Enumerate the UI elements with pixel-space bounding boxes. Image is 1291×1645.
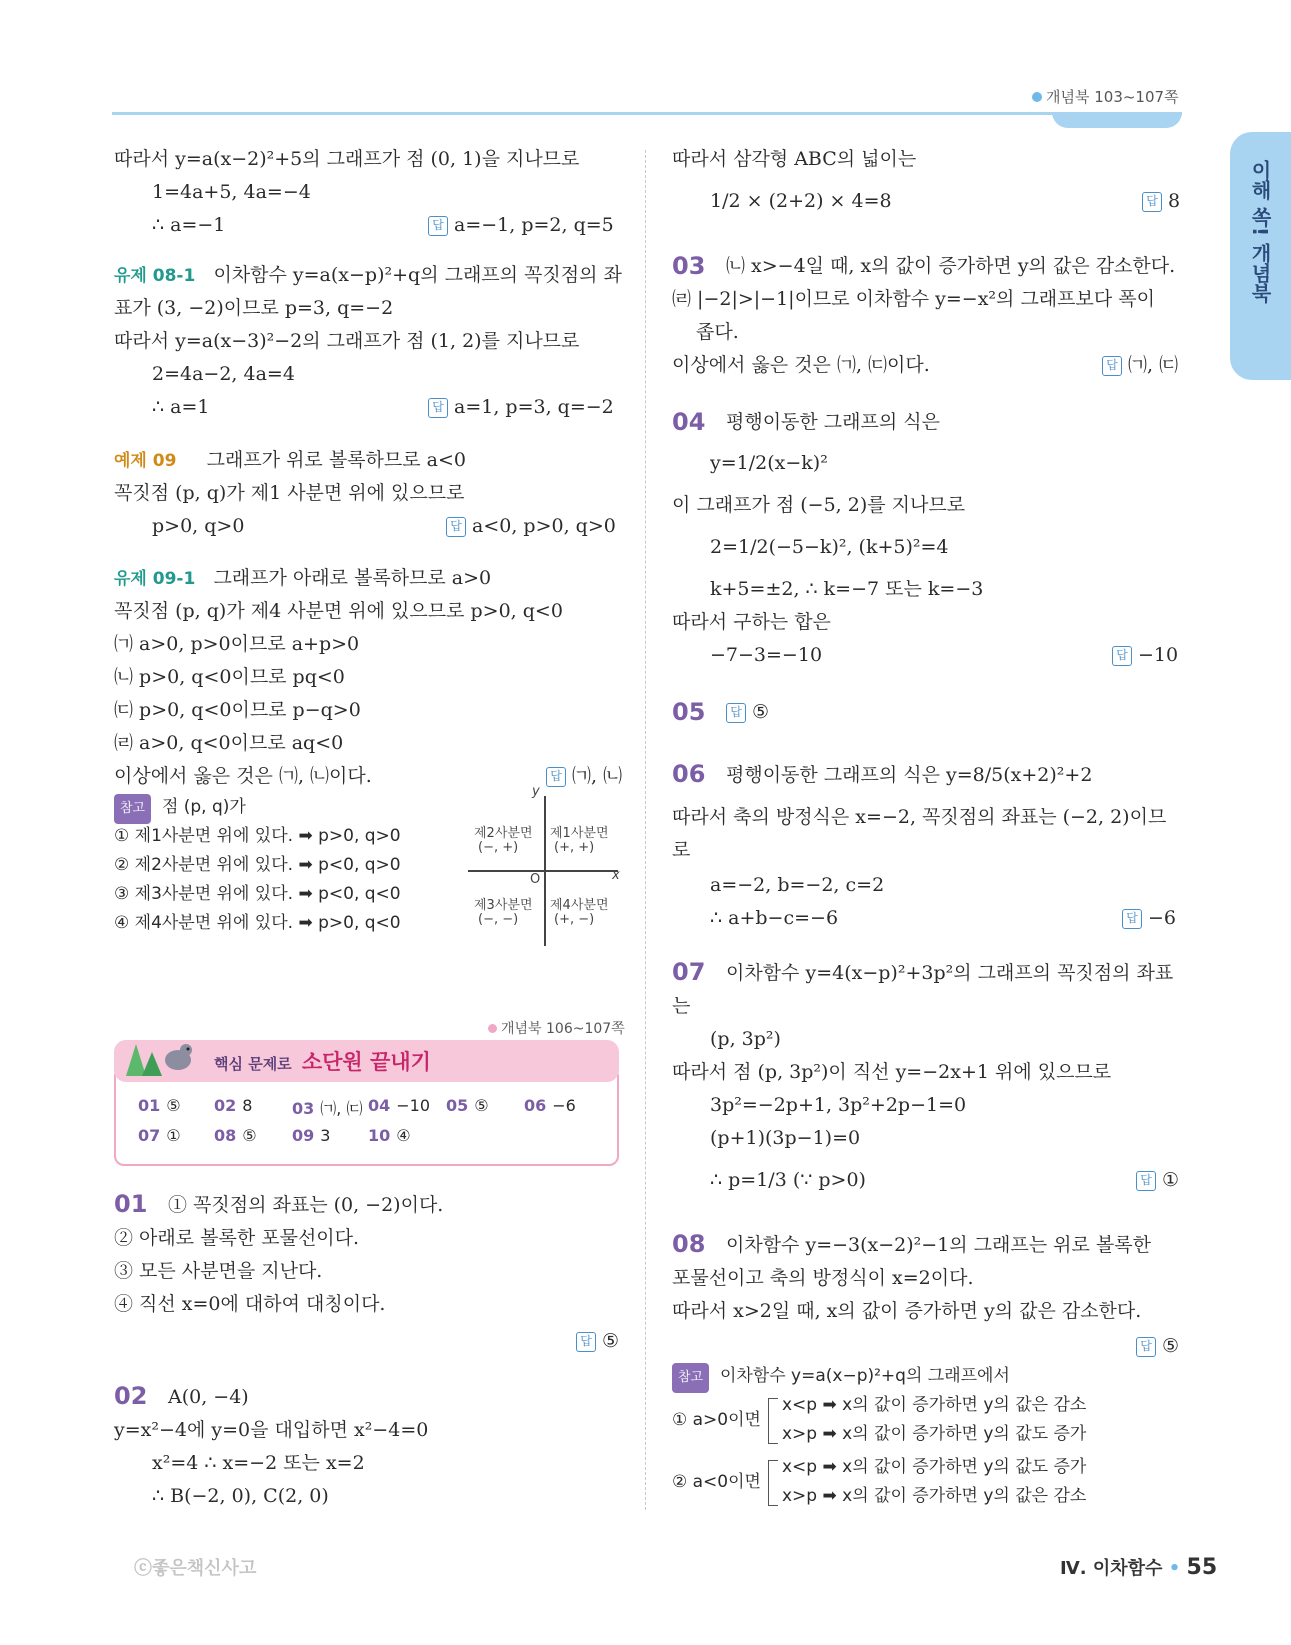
answer-mark-icon: 답 bbox=[546, 767, 566, 787]
answer-cell bbox=[214, 1096, 252, 1115]
bullet-dot-icon: • bbox=[1168, 1558, 1181, 1579]
text-line: 이상에서 옳은 것은 ㈀, ㈂이다. bbox=[672, 354, 930, 376]
answer-mark-icon: 답 bbox=[1112, 646, 1132, 666]
publisher-logo: ⓒ좋은책신사고 bbox=[134, 1558, 257, 1579]
text-line: 1/2 × (2+2) × 4=8 bbox=[710, 190, 892, 212]
answer-cell-number: 02 bbox=[214, 1096, 237, 1115]
text-line: ㈃ a>0, q<0이므로 aq<0 bbox=[114, 732, 344, 754]
answer-mark-icon: 답 bbox=[1142, 192, 1162, 212]
text-line: 평행이동한 그래프의 식은 bbox=[726, 411, 940, 433]
text-line: 좁다. bbox=[696, 321, 739, 343]
answer-cell bbox=[138, 1096, 181, 1115]
answer-cell-value: ⑤ bbox=[166, 1096, 181, 1115]
bullet-dot-icon bbox=[488, 1024, 497, 1033]
answer-cell bbox=[292, 1126, 330, 1145]
text-line: 따라서 삼각형 ABC의 넓이는 bbox=[672, 148, 917, 170]
answer-cell-number: 05 bbox=[446, 1096, 469, 1115]
problem-number: 01 bbox=[114, 1190, 148, 1218]
note-line: x<p ➡ x의 값이 증가하면 y의 값도 증가 bbox=[782, 1457, 1087, 1477]
text-line: 이차함수 y=−3(x−2)²−1의 그래프는 위로 볼록한 bbox=[726, 1234, 1151, 1256]
text-line: a=−2, b=−2, c=2 bbox=[710, 874, 885, 896]
answer-cell-number: 08 bbox=[214, 1126, 237, 1145]
answer-mark-icon: 답 bbox=[1102, 356, 1122, 376]
text-line: 따라서 y=a(x−2)²+5의 그래프가 점 (0, 1)을 지나므로 bbox=[114, 148, 580, 170]
note-badge: 참고 bbox=[672, 1363, 709, 1393]
problem-number: 03 bbox=[672, 252, 706, 280]
text-line: y=x²−4에 y=0을 대입하면 x²−4=0 bbox=[114, 1419, 429, 1441]
quadrant-2-label: 제2사분면 bbox=[474, 826, 533, 841]
problem-number: 06 bbox=[672, 760, 706, 788]
quadrant-3-sign: (−, −) bbox=[478, 912, 519, 927]
header-wave-decoration bbox=[1052, 112, 1182, 128]
text-line: ∴ B(−2, 0), C(2, 0) bbox=[152, 1485, 329, 1507]
answer: 답 a=1, p=3, q=−2 bbox=[428, 394, 614, 420]
quadrant-1-label: 제1사분면 bbox=[550, 826, 609, 841]
y-axis-label: y bbox=[532, 784, 540, 799]
problem-tag: 유제 09-1 bbox=[114, 569, 196, 589]
answer-cell-number: 09 bbox=[292, 1126, 315, 1145]
answer-mark-icon: 답 bbox=[726, 703, 746, 723]
answer: 답 ㈀, ㈂ bbox=[1102, 352, 1178, 378]
bracket bbox=[768, 1398, 778, 1444]
x-axis-label: x bbox=[612, 868, 620, 883]
note-condition: ① a>0이면 bbox=[672, 1410, 761, 1430]
answer-cell-number: 07 bbox=[138, 1126, 161, 1145]
answer-cell-value: 8 bbox=[242, 1096, 253, 1115]
text-line: −7−3=−10 bbox=[710, 644, 823, 666]
text-line: 2=1/2(−5−k)², (k+5)²=4 bbox=[710, 536, 949, 558]
answer-cell bbox=[292, 1096, 362, 1119]
text-line: ∴ a+b−c=−6 bbox=[710, 907, 839, 929]
problem-line: 유제 08-1 이차함수 y=a(x−p)²+q의 그래프의 꼭짓점의 좌 bbox=[114, 264, 622, 286]
answer: 답 a<0, p>0, q>0 bbox=[446, 513, 616, 539]
bullet-dot-icon bbox=[1032, 92, 1042, 102]
note-line: ④ 제4사분면 위에 있다. ➡ p>0, q<0 bbox=[114, 913, 401, 933]
answer: 답 −6 bbox=[1122, 905, 1176, 931]
text-line: 이상에서 옳은 것은 ㈀, ㈁이다. bbox=[114, 765, 372, 787]
answer-cell bbox=[214, 1126, 257, 1145]
answer-cell bbox=[368, 1096, 430, 1115]
text-line: ∴ a=−1 bbox=[152, 214, 226, 236]
answer-cell-value: −6 bbox=[552, 1096, 576, 1115]
answer-cell-number: 04 bbox=[368, 1096, 391, 1115]
origin-label: O bbox=[530, 872, 541, 887]
note-line: x>p ➡ x의 값이 증가하면 y의 값도 증가 bbox=[782, 1424, 1087, 1444]
answer: 답 ① bbox=[1136, 1167, 1179, 1193]
footer-section: Ⅳ. 이차함수 • 55 bbox=[1060, 1555, 1218, 1580]
answer-cell-number: 10 bbox=[368, 1126, 391, 1145]
text-line: x²=4 ∴ x=−2 또는 x=2 bbox=[152, 1452, 365, 1474]
text-line: ㈁ x>−4일 때, x의 값이 증가하면 y의 값은 감소한다. bbox=[726, 255, 1176, 277]
text-line: 1=4a+5, 4a=−4 bbox=[152, 181, 311, 203]
problem-number: 04 bbox=[672, 408, 706, 436]
text-line: 3p²=−2p+1, 3p²+2p−1=0 bbox=[710, 1094, 967, 1116]
text-line: (p+1)(3p−1)=0 bbox=[710, 1127, 861, 1149]
page-ref-header: 개념북 103~107쪽 bbox=[1032, 86, 1179, 107]
bracket bbox=[768, 1460, 778, 1506]
text-line: A(0, −4) bbox=[168, 1386, 249, 1408]
quadrant-4-label: 제4사분면 bbox=[550, 898, 609, 913]
answer-cell-number: 06 bbox=[524, 1096, 547, 1115]
answer: 답 ㈀, ㈁ bbox=[546, 763, 622, 789]
text-line: ㈂ p>0, q<0이므로 p−q>0 bbox=[114, 699, 361, 721]
text-line: 이차함수 y=4(x−p)²+3p²의 그래프의 꼭짓점의 좌표 bbox=[726, 962, 1174, 984]
text-line: ① 꼭짓점의 좌표는 (0, −2)이다. bbox=[168, 1194, 444, 1216]
answer-cell-value: ⑤ bbox=[242, 1126, 257, 1145]
answer-cell-value: ⑤ bbox=[474, 1096, 489, 1115]
text-line: 따라서 x>2일 때, x의 값이 증가하면 y의 값은 감소한다. bbox=[672, 1300, 1142, 1322]
answer-cell bbox=[138, 1126, 181, 1145]
answer-mark-icon: 답 bbox=[1122, 909, 1142, 929]
summary-title: 핵심 문제로 소단원 끝내기 bbox=[214, 1050, 431, 1074]
text-line: ∴ p=1/3 (∵ p>0) bbox=[710, 1169, 866, 1191]
answer-mark-icon: 답 bbox=[446, 517, 466, 537]
text-line: 따라서 축의 방정식은 x=−2, 꼭짓점의 좌표는 (−2, 2)이므 bbox=[672, 806, 1167, 828]
quadrant-1-sign: (+, +) bbox=[554, 840, 595, 855]
answer: 답 8 bbox=[1142, 188, 1180, 214]
text-line: p>0, q>0 bbox=[152, 515, 245, 537]
text-line: 는 bbox=[672, 995, 691, 1017]
problem-number: 02 bbox=[114, 1382, 148, 1410]
text-line: ㈁ p>0, q<0이므로 pq<0 bbox=[114, 666, 345, 688]
note-line: ③ 제3사분면 위에 있다. ➡ p<0, q<0 bbox=[114, 884, 401, 904]
text-line: ② 아래로 볼록한 포물선이다. bbox=[114, 1227, 360, 1249]
text-line: ㈀ a>0, p>0이므로 a+p>0 bbox=[114, 633, 360, 655]
text-line: 꼭짓점 (p, q)가 제4 사분면 위에 있으므로 p>0, q<0 bbox=[114, 600, 563, 622]
answer: 답 ⑤ bbox=[576, 1328, 619, 1354]
note-line: ① 제1사분면 위에 있다. ➡ p>0, q>0 bbox=[114, 826, 401, 846]
text-line: 꼭짓점 (p, q)가 제1 사분면 위에 있으므로 bbox=[114, 482, 465, 504]
note-title: 참고 점 (p, q)가 bbox=[114, 793, 246, 824]
answer-mark-icon: 답 bbox=[1136, 1337, 1156, 1357]
text-line: ④ 직선 x=0에 대하여 대칭이다. bbox=[114, 1293, 386, 1315]
note-badge: 참고 bbox=[114, 794, 151, 824]
text-line: 표가 (3, −2)이므로 p=3, q=−2 bbox=[114, 297, 394, 319]
answer-mark-icon: 답 bbox=[576, 1332, 596, 1352]
note-line: x<p ➡ x의 값이 증가하면 y의 값은 감소 bbox=[782, 1395, 1087, 1415]
problem-number: 07 bbox=[672, 958, 706, 986]
text-line: ③ 모든 사분면을 지난다. bbox=[114, 1260, 323, 1282]
text-line: y=1/2(x−k)² bbox=[710, 452, 828, 474]
problem-number: 05 bbox=[672, 698, 706, 726]
text-line: 2=4a−2, 4a=4 bbox=[152, 363, 295, 385]
answer-cell-number: 01 bbox=[138, 1096, 161, 1115]
problem-line: 예제 09 그래프가 위로 볼록하므로 a<0 bbox=[114, 449, 466, 471]
text-line: 따라서 구하는 합은 bbox=[672, 611, 831, 633]
answer-cell-value: −10 bbox=[396, 1096, 431, 1115]
box-ref: 개념북 106~107쪽 bbox=[488, 1018, 625, 1038]
quadrant-4-sign: (+, −) bbox=[554, 912, 595, 927]
answer: 답 ⑤ bbox=[726, 699, 769, 725]
problem-number: 08 bbox=[672, 1230, 706, 1258]
note-line: ② 제2사분면 위에 있다. ➡ p<0, q>0 bbox=[114, 855, 401, 875]
answer-cell-value: ① bbox=[166, 1126, 181, 1145]
answer-mark-icon: 답 bbox=[428, 216, 448, 236]
problem-line: 유제 09-1 그래프가 아래로 볼록하므로 a>0 bbox=[114, 567, 492, 589]
text-line: 따라서 y=a(x−3)²−2의 그래프가 점 (1, 2)를 지나므로 bbox=[114, 330, 580, 352]
quadrant-3-label: 제3사분면 bbox=[474, 898, 533, 913]
answer-cell-value: 3 bbox=[320, 1126, 331, 1145]
text-line: 이 그래프가 점 (−5, 2)를 지나므로 bbox=[672, 494, 966, 516]
text-line: 포물선이고 축의 방정식이 x=2이다. bbox=[672, 1267, 974, 1289]
tree-bird-illustration bbox=[120, 1030, 204, 1078]
text-line: (p, 3p²) bbox=[710, 1028, 781, 1050]
answer-cell-number: 03 bbox=[292, 1099, 315, 1118]
answer: 답 a=−1, p=2, q=5 bbox=[428, 212, 614, 238]
x-axis bbox=[468, 870, 618, 872]
note-line: x>p ➡ x의 값이 증가하면 y의 값은 감소 bbox=[782, 1486, 1087, 1506]
answer-cell bbox=[368, 1126, 411, 1145]
quadrant-diagram bbox=[468, 784, 624, 946]
note-title: 참고 이차함수 y=a(x−p)²+q의 그래프에서 bbox=[672, 1362, 1010, 1393]
text-line: 로 bbox=[672, 839, 691, 861]
text-line: 따라서 점 (p, 3p²)이 직선 y=−2x+1 위에 있으므로 bbox=[672, 1061, 1112, 1083]
side-tab-label: 이해 쏙! 개념북 bbox=[1248, 160, 1272, 304]
column-divider bbox=[645, 150, 646, 1510]
answer-cell bbox=[446, 1096, 489, 1115]
text-line: ㈃ |−2|>|−1|이므로 이차함수 y=−x²의 그래프보다 폭이 bbox=[672, 288, 1155, 310]
answer: 답 ⑤ bbox=[1136, 1333, 1179, 1359]
text-line: k+5=±2, ∴ k=−7 또는 k=−3 bbox=[710, 578, 984, 600]
note-condition: ② a<0이면 bbox=[672, 1472, 761, 1492]
answer: 답 −10 bbox=[1112, 642, 1178, 668]
text-line: 평행이동한 그래프의 식은 y=8/5(x+2)²+2 bbox=[726, 764, 1093, 786]
quadrant-2-sign: (−, +) bbox=[478, 840, 519, 855]
answer-cell-value: ㈀, ㈂ bbox=[320, 1099, 363, 1118]
problem-tag: 예제 09 bbox=[114, 451, 177, 471]
answer-mark-icon: 답 bbox=[428, 398, 448, 418]
answer-cell-value: ④ bbox=[396, 1126, 411, 1145]
answer-cell bbox=[524, 1096, 576, 1115]
problem-tag: 유제 08-1 bbox=[114, 266, 196, 286]
text-line: ∴ a=1 bbox=[152, 396, 210, 418]
header-rule bbox=[112, 112, 1182, 115]
answer-mark-icon: 답 bbox=[1136, 1171, 1156, 1191]
